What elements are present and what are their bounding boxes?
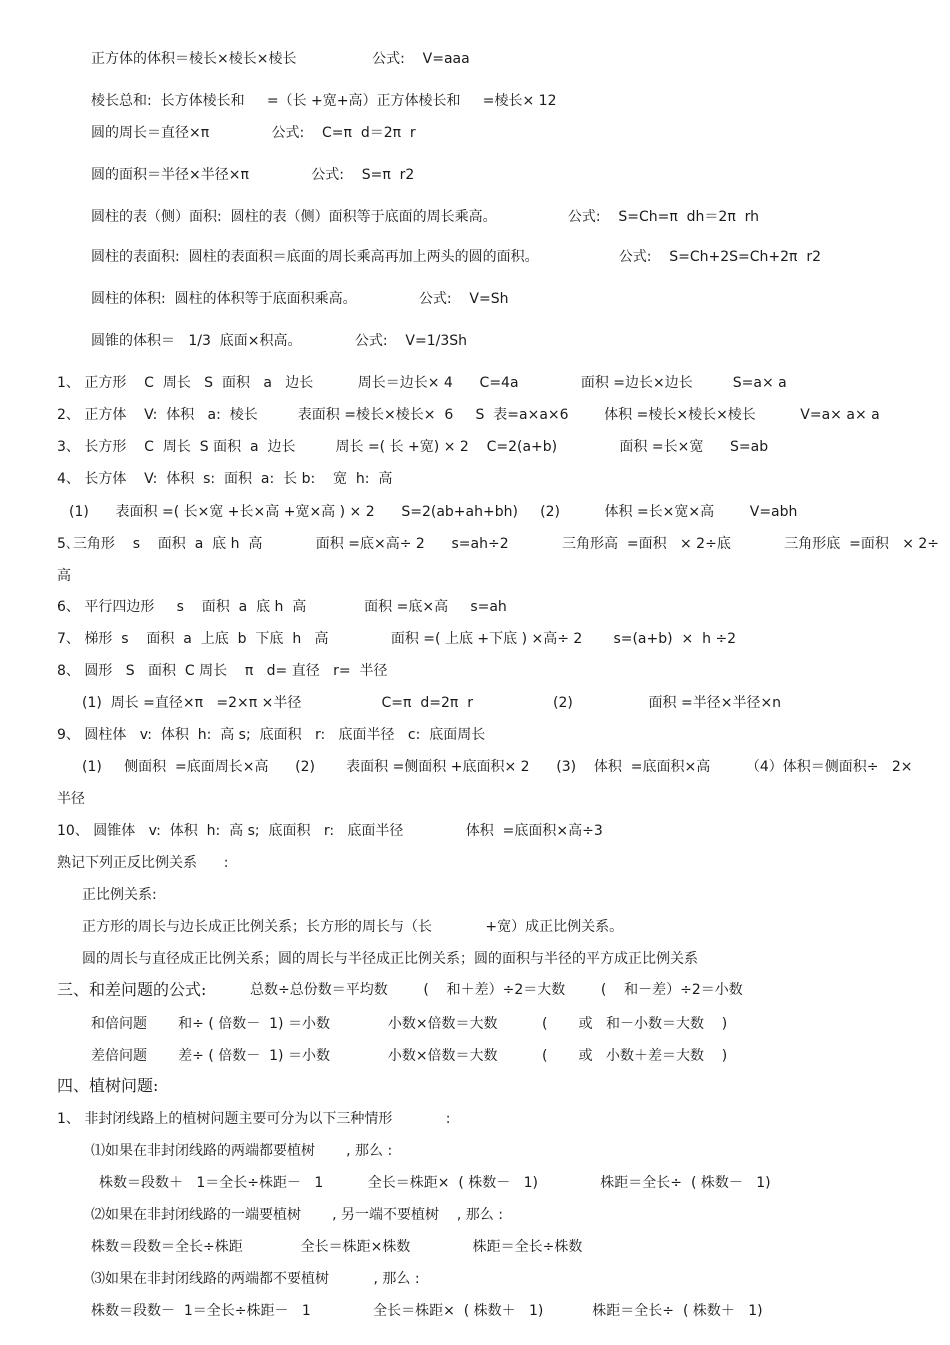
sum-multiple-line: 和倍问题 和÷ ( 倍数－ 1) ＝小数 小数×倍数＝大数 ( 或 和－小数＝大数 ) [91, 1016, 728, 1032]
sum-difference-formula: 总数÷总份数＝平均数 ( 和＋差）÷2＝大数 ( 和－差）÷2＝小数 [250, 982, 743, 998]
case-1-formulas: 株数＝段数＋ 1＝全长÷株距－ 1 全长＝株距× ( 株数－ 1) 株距＝全长÷ ( 株数－ 1) [99, 1175, 771, 1191]
item-9-cylinder: 9、 圆柱体 v: 体积 h: 高 s; 底面积 r: 底面半径 c: 底面周长 [57, 727, 486, 743]
item-2-cube: 2、 正方体 V: 体积 a: 棱长 表面积 =棱长×棱长× 6 S 表=a×a×6 体积 =棱长×棱长×棱长 V=a× a× a [57, 407, 880, 423]
item-6-parallelogram: 6、 平行四边形 s 面积 a 底 h 高 面积 =底×高 s=ah [57, 599, 507, 615]
cylinder-volume-line: 圆柱的体积: 圆柱的体积等于底面积乘高。 公式: V=Sh [91, 291, 509, 307]
proportion-intro: 熟记下列正反比例关系 : [57, 855, 229, 871]
direct-proportion-label: 正比例关系: [82, 887, 157, 903]
item-5-continued: 高 [57, 568, 71, 584]
circle-circumference-line: 圆的周长＝直径×π 公式: C=π d＝2π r [91, 125, 416, 141]
item-4-formulas: (1) 表面积 =( 长×宽 +长×高 +宽×高 ) × 2 S=2(ab+ah+bh) (2) 体积 =长×宽×高 V=abh [69, 504, 798, 520]
item-4-cuboid: 4、 长方体 V: 体积 s: 面积 a: 长 b: 宽 h: 高 [57, 471, 393, 487]
cube-volume-line: 正方体的体积＝棱长×棱长×棱长 公式: V=aaa [91, 51, 470, 67]
section-tree-planting-heading: 四、植树问题: [57, 1076, 159, 1095]
edge-sum-line: 棱长总和: 长方体棱长和 =（长 +宽+高）正方体棱长和 =棱长× 12 [91, 93, 557, 109]
case-2-label: ⑵如果在非封闭线路的一端要植树 , 另一端不要植树 , 那么 : [91, 1207, 503, 1223]
cylinder-surface-area-line: 圆柱的表面积: 圆柱的表面积＝底面的周长乘高再加上两头的圆的面积。 公式: S=Ch+2S=Ch+2π r2 [91, 249, 822, 265]
item-5-triangle: 5､三角形 s 面积 a 底 h 高 面积 =底×高÷ 2 s=ah÷2 三角形高 =面积 × 2÷底 三角形底 =面积 × 2÷ [57, 536, 940, 552]
case-1-label: ⑴如果在非封闭线路的两端都要植树 , 那么 : [91, 1143, 393, 1159]
item-10-cone: 10、 圆锥体 v: 体积 h: 高 s; 底面积 r: 底面半径 体积 =底面积×高÷3 [57, 823, 603, 839]
section-sum-difference-heading: 三、和差问题的公式: [57, 980, 207, 999]
case-3-label: ⑶如果在非封闭线路的两端都不要植树 , 那么 : [91, 1271, 420, 1287]
direct-proportion-line-2: 圆的周长与直径成正比例关系；圆的周长与半径成正比例关系；圆的面积与半径的平方成正比例关系 [82, 951, 698, 967]
item-9-continued: 半径 [57, 791, 85, 807]
item-8-circle: 8、 圆形 S 面积 C 周长 π d= 直径 r= 半径 [57, 663, 388, 679]
item-8-formulas: (1) 周长 =直径×π =2×π ×半径 C=π d=2π r (2) 面积 =半径×半径×n [82, 695, 782, 711]
item-7-trapezoid: 7、 梯形 s 面积 a 上底 b 下底 h 高 面积 =( 上底 +下底 ) ×高÷ 2 s=(a+b) × h ÷2 [57, 631, 737, 647]
case-3-formulas: 株数＝段数－ 1＝全长÷株距－ 1 全长＝株距× ( 株数＋ 1) 株距＝全长÷ ( 株数＋ 1) [91, 1303, 763, 1319]
case-2-formulas: 株数＝段数＝全长÷株距 全长＝株距×株数 株距＝全长÷株数 [91, 1239, 583, 1255]
item-9-formulas: (1) 侧面积 =底面周长×高 (2) 表面积 =侧面积 +底面积× 2 (3) 体积 =底面积×高 （4）体积＝侧面积÷ 2× [82, 759, 913, 775]
tree-planting-intro: 1、 非封闭线路上的植树问题主要可分为以下三种情形 : [57, 1111, 451, 1127]
cone-volume-line: 圆锥的体积＝ 1/3 底面×积高。 公式: V=1/3Sh [91, 333, 468, 349]
cylinder-lateral-area-line: 圆柱的表（侧）面积: 圆柱的表（侧）面积等于底面的周长乘高。 公式: S=Ch=π dh＝2π rh [91, 209, 760, 225]
item-3-rectangle: 3、 长方形 C 周长 S 面积 a 边长 周长 =( 长 +宽) × 2 C=2(a+b) 面积 =长×宽 S=ab [57, 439, 769, 455]
difference-multiple-line: 差倍问题 差÷ ( 倍数－ 1) ＝小数 小数×倍数＝大数 ( 或 小数＋差＝大数 ) [91, 1048, 728, 1064]
circle-area-line: 圆的面积＝半径×半径×π 公式: S=π r2 [91, 167, 415, 183]
item-1-square: 1、 正方形 C 周长 S 面积 a 边长 周长＝边长× 4 C=4a 面积 =边长×边长 S=a× a [57, 375, 787, 391]
direct-proportion-line-1: 正方形的周长与边长成正比例关系；长方形的周长与（长 +宽）成正比例关系。 [82, 919, 624, 935]
